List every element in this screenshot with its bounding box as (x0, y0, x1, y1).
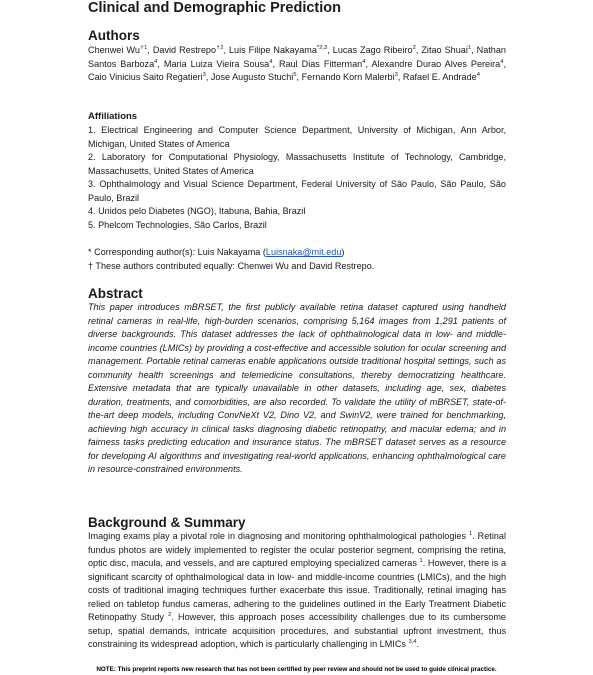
affiliations-list (88, 124, 506, 232)
background-segment: . However, this approach poses accessibility challenges due to its cumbersome setup, spatial demands, intricate acquisition procedures, and substantial upfront investment, thus constraining its widespread adoption, which is particularly challenging in LMICs (88, 612, 506, 649)
author-name: Rafael E. Andrade (402, 72, 477, 82)
authors-heading: Authors (88, 28, 140, 43)
author-affiliation-marker: 2 (412, 44, 416, 51)
author-separator: , (397, 72, 403, 82)
author-name: Luis Filipe Nakayama (228, 45, 317, 55)
citation-marker: 2 (168, 611, 172, 618)
author-name: Chenwei Wu (88, 45, 140, 55)
author-name: Nathan Santos Barboza (88, 45, 506, 69)
author-name: Jose Augusto Stuchi (210, 72, 294, 82)
background-text (88, 530, 506, 652)
author-name: Lucas Zago Ribeiro (332, 45, 413, 55)
affiliation-item: 5. Phelcom Technologies, São Carlos, Brazil (88, 219, 267, 230)
affiliation-item: 2. Laboratory for Computational Physiology, Massachusetts Institute of Technology, Cambridge, Massachusetts, United States of America (88, 152, 506, 176)
abstract-text: This paper introduces mBRSET, the first publicly available retina dataset captured using handheld retinal cameras in real-life, high-burden scenarios, comprising 5,164 images from 1,291 patients of diverse backgrounds. This dataset addresses the lack of ophthalmological data in low- and middle-income countries (LMICs) by providing a cost-effective and accessible solution for ocular screening and management. Portable retinal cameras enable applications outside traditional hospital settings, such as community health screenings and telemedicine consultations, thereby democratizing healthcare. Extensive metadata that are typically unavailable in other datasets, including age, sex, diabetes duration, treatments, and comorbidities, are also recorded. To validate the utility of mBRSET, state-of-the-art deep models, including ConvNeXt V2, Dino V2, and SwinV2, were trained for benchmarking, achieving high accuracy in clinical tasks diagnosing diabetic retinopathy, and macular edema; and in fairness tasks predicting education and insurance status. The mBRSET dataset serves as a resource for developing AI algorithms and investigating real-world applications, enhancing ophthalmological care in resource-constrained environments. (88, 302, 506, 474)
author-affiliation-marker: 4 (154, 58, 158, 65)
background-segment: . However, there is a significant scarcity of ophthalmological data in low- and middle-income countries (LMICs), and the high costs of traditional imaging techniques further exacerbate this issue. Traditionally, retinal imaging has relied on tabletop fundus cameras, adhering to the guidelines outlined in the Early Treatment Diabetic Retinopathy Study (88, 558, 506, 622)
author-affiliation-marker: 4 (500, 58, 504, 65)
author-separator: , (272, 58, 279, 69)
author-affiliation-marker: 4 (362, 58, 366, 65)
author-separator: , (157, 58, 164, 69)
author-separator: , (471, 45, 477, 55)
equal-contribution-note: † These authors contributed equally: Chenwei Wu and David Restrepo. (88, 261, 375, 271)
author-name: David Restrepo (152, 45, 217, 55)
author-separator: , (503, 58, 506, 69)
background-segment: Imaging exams play a pivotal role in diagnosing and monitoring ophthalmological pathologies (88, 531, 469, 541)
corresponding-author-note (88, 246, 344, 260)
affiliations-heading: Affiliations (88, 111, 138, 122)
background-segment: . (416, 639, 420, 649)
author-affiliation-marker: 5 (293, 71, 297, 78)
author-name: Alexandre Durao Alves Pereira (371, 58, 501, 69)
citation-marker: 3,4 (408, 638, 417, 645)
preprint-disclaimer: NOTE: This preprint reports new research that has not been certified by peer review and should not be used to guide clinical practice. (96, 666, 497, 673)
author-separator: , (327, 45, 333, 55)
author-separator: , (223, 45, 229, 55)
author-separator: , (296, 72, 302, 82)
corresponding-prefix: * Corresponding author(s): Luis Nakayama ( (88, 247, 266, 257)
background-heading: Background & Summary (88, 515, 246, 530)
paper-title: Clinical and Demographic Prediction (88, 0, 341, 16)
affiliation-item: 4. Unidos pelo Diabetes (NGO), Itabuna, Bahia, Brazil (88, 206, 306, 216)
author-name: Fernando Korn Malerbi (301, 72, 395, 82)
author-affiliation-marker: 3 (394, 71, 398, 78)
author-separator: , (147, 45, 153, 55)
abstract-heading: Abstract (88, 286, 143, 301)
author-affiliation-marker: †2 (216, 44, 224, 51)
affiliation-item: 3. Ophthalmology and Visual Science Department, Federal University of São Paulo, São Paulo, São Paulo, Brazil (88, 179, 506, 203)
author-separator: , (365, 58, 372, 69)
corresponding-email-link[interactable]: Luisnaka@mit.edu (265, 247, 342, 257)
author-affiliation-marker: 3 (202, 71, 206, 78)
author-separator: , (415, 45, 422, 55)
author-affiliation-marker: †1 (139, 44, 148, 51)
author-affiliation-marker: 4 (269, 58, 273, 65)
affiliation-item: 1. Electrical Engineering and Computer Science Department, University of Michigan, Ann Arbor, Michigan, United States of America (88, 125, 506, 149)
citation-marker: 1 (419, 557, 423, 564)
author-affiliation-marker: 4 (476, 71, 480, 78)
author-name: Zitao Shuai (421, 45, 468, 55)
background-segment: . Retinal fundus photos are widely implemented to register the ocular posterior segment, comprising the retina, optic disc, macula, and vessels, and are captured employing specialized cameras (88, 531, 506, 568)
author-separator: , (205, 72, 211, 82)
corresponding-suffix: ) (341, 247, 345, 257)
author-affiliation-marker: 1 (467, 44, 472, 51)
author-name: Maria Luiza Vieira Sousa (163, 58, 270, 69)
authors-list (88, 44, 506, 85)
citation-marker: 1 (468, 530, 473, 537)
author-name: Caio Vinicius Saito Regatieri (88, 72, 203, 82)
author-name: Raul Dias Fitterman (278, 58, 363, 69)
author-affiliation-marker: *2,3 (316, 44, 328, 51)
